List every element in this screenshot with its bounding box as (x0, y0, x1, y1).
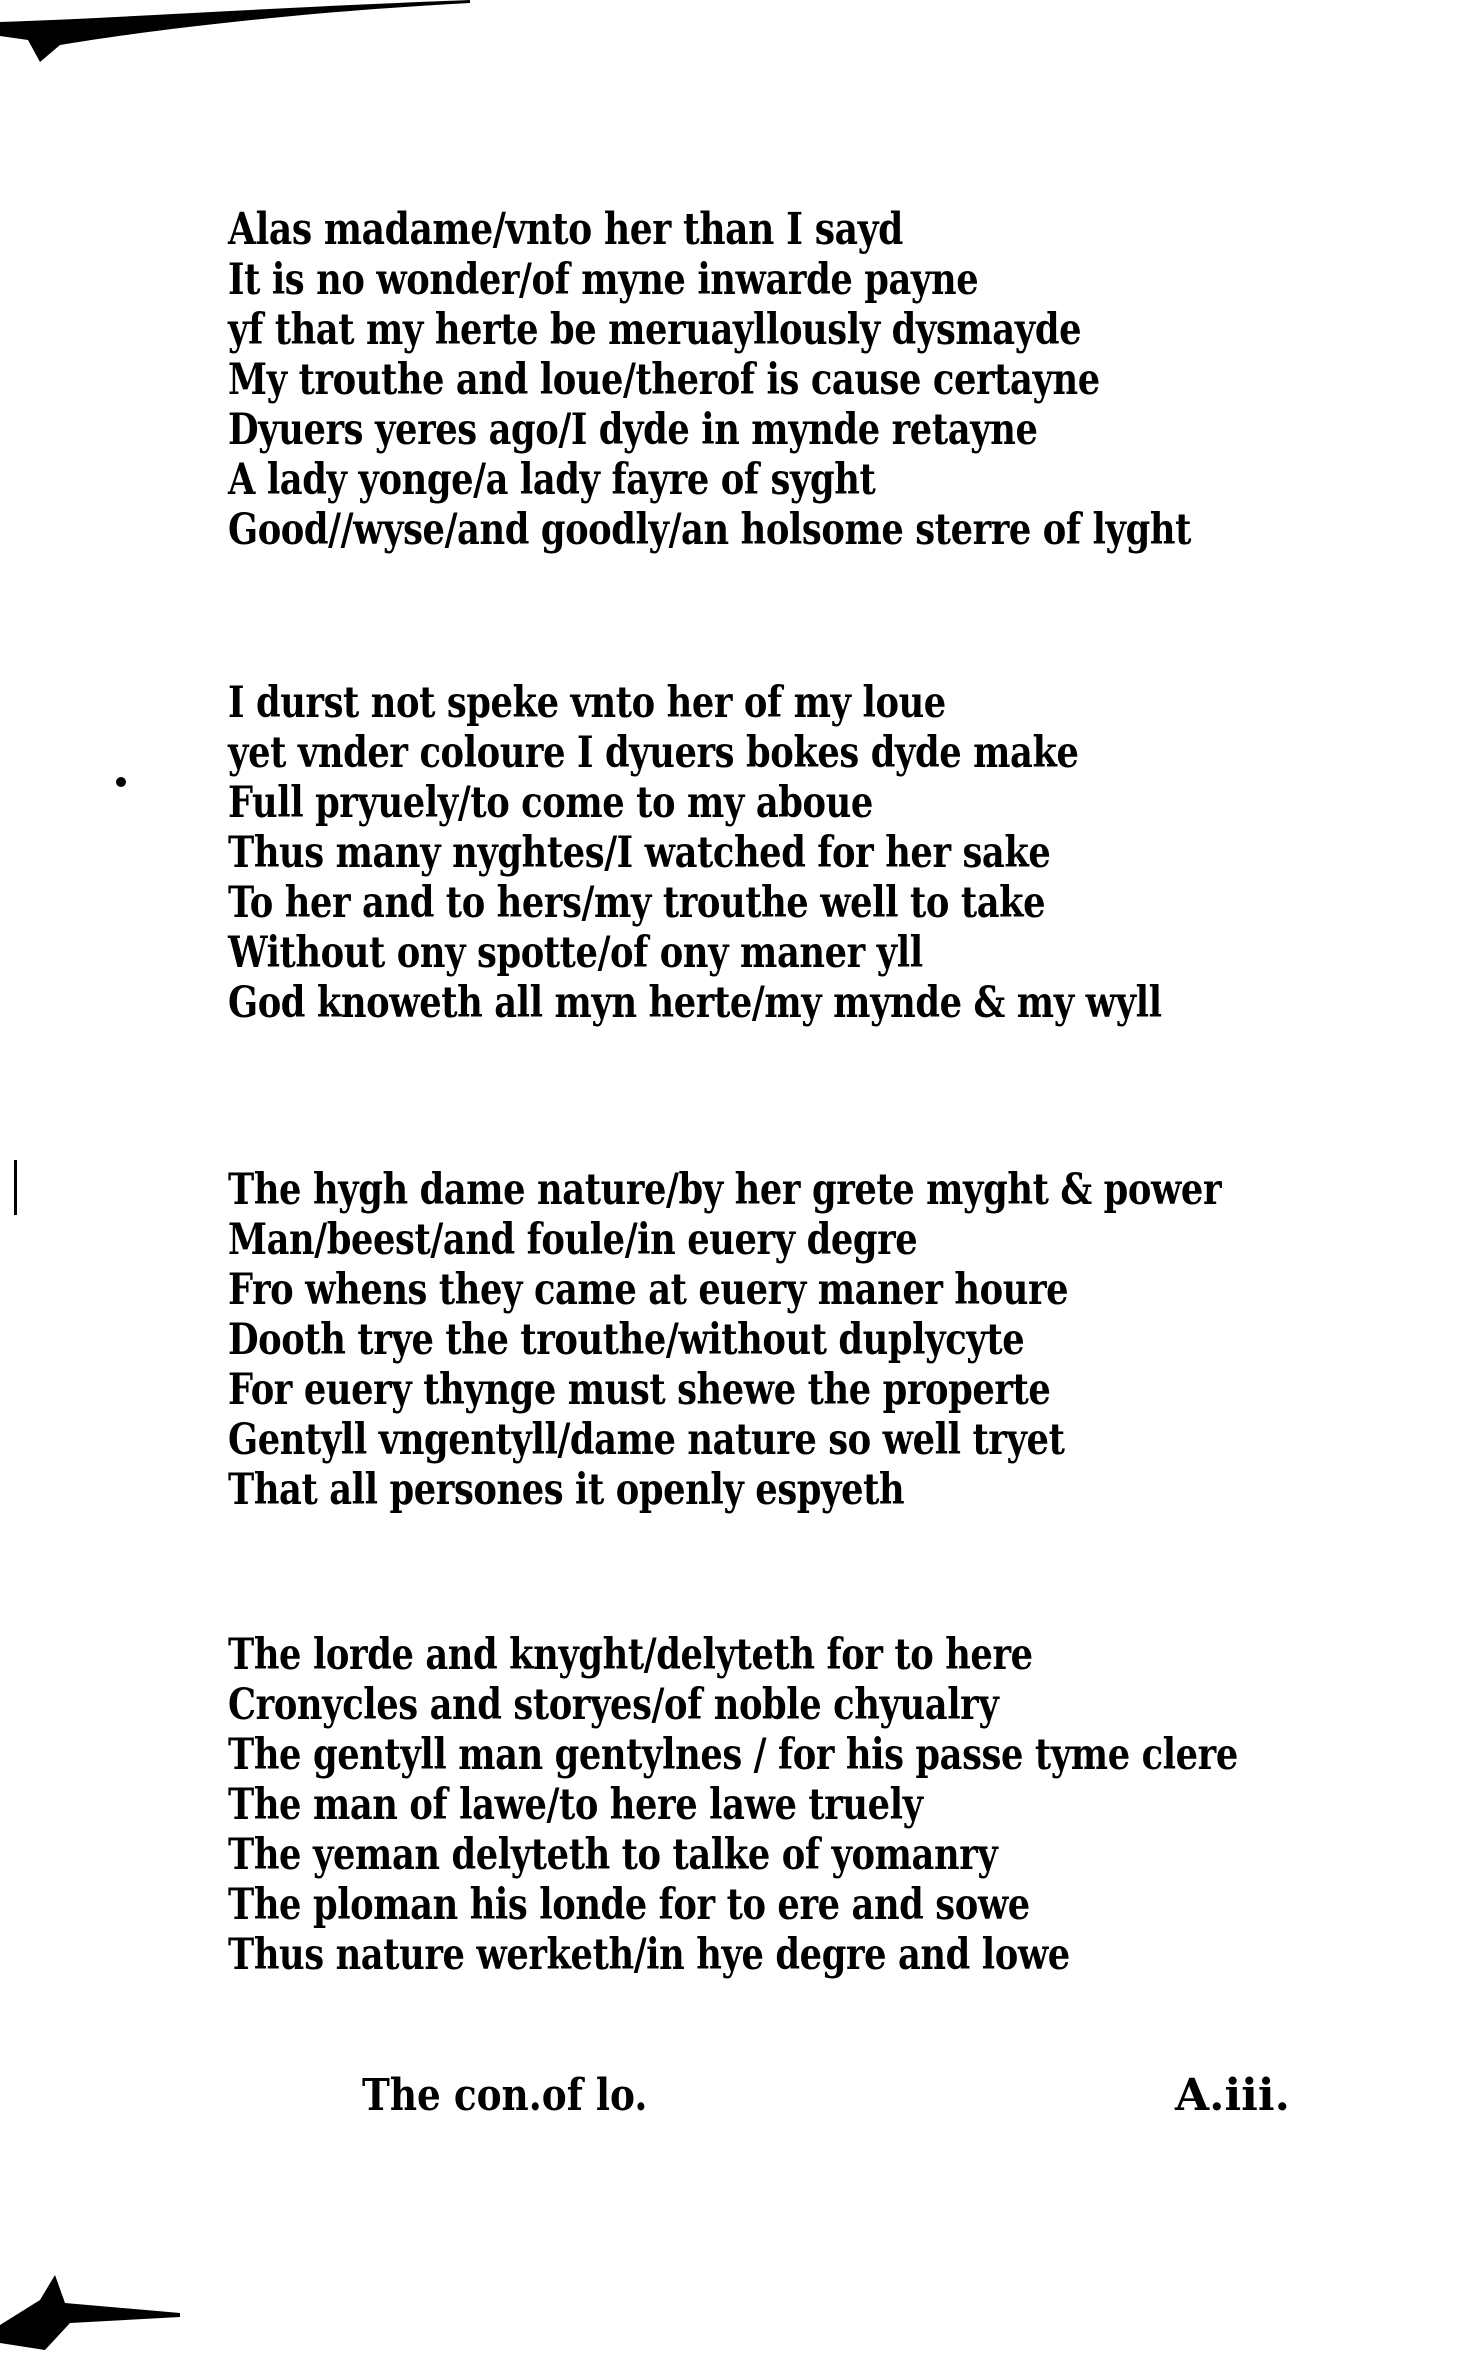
stray-bar-mark (14, 1160, 17, 1215)
verse-line: Man/beest/and foule/in euery degre (228, 1215, 918, 1265)
verse-line: To her and to hers/my trouthe well to take (228, 878, 1046, 928)
verse-line: yf that my herte be meruayllously dysmayde (228, 305, 1082, 355)
verse-line: Good//wyse/and goodly/an holsome sterre of lyght (228, 505, 1191, 555)
verse-line: I durst not speke vnto her of my loue (228, 678, 946, 728)
verse-line: Dyuers yeres ago/I dyde in mynde retayne (228, 405, 1038, 455)
page-edge-mark-top (0, 0, 470, 70)
page-footer (0, 2068, 1471, 2123)
verse-line: Cronycles and storyes/of noble chyualry (228, 1680, 999, 1730)
verse-line: Thus nature werketh/in hye degre and lowe (228, 1930, 1070, 1980)
verse-line: A lady yonge/a lady fayre of syght (228, 455, 876, 505)
verse-line: Dooth trye the trouthe/without duplycyte (228, 1315, 1025, 1365)
catchword: The con.of lo. (362, 2070, 648, 2121)
verse-line: My trouthe and loue/therof is cause certayne (228, 355, 1100, 405)
verse-line: Full pryuely/to come to my aboue (228, 778, 873, 828)
page-edge-mark-bottom (0, 2255, 180, 2360)
verse-line: Without ony spotte/of ony maner yll (228, 928, 923, 978)
stanza-3 (228, 1165, 1468, 1515)
stanza-1 (228, 205, 1468, 555)
verse-line: That all persones it openly espyeth (228, 1465, 905, 1515)
verse-line: God knoweth all myn herte/my mynde & my wyll (228, 978, 1162, 1028)
verse-line: The gentyll man gentylnes / for his passe tyme clere (228, 1730, 1238, 1780)
stray-dot-mark (116, 777, 126, 787)
verse-line: The man of lawe/to here lawe truely (228, 1780, 923, 1830)
stanza-4 (228, 1630, 1468, 1980)
verse-line: The ploman his londe for to ere and sowe (228, 1880, 1030, 1930)
verse-line: yet vnder coloure I dyuers bokes dyde make (228, 728, 1079, 778)
verse-line: For euery thynge must shewe the properte (228, 1365, 1051, 1415)
signature-mark: A.iii. (1175, 2070, 1290, 2121)
stanza-2 (228, 678, 1468, 1028)
verse-line: Alas madame/vnto her than I sayd (228, 204, 903, 255)
verse-line: The yeman delyteth to talke of yomanry (228, 1830, 998, 1880)
verse-line: It is no wonder/of myne inwarde payne (228, 255, 979, 305)
verse-line: Thus many nyghtes/I watched for her sake (228, 828, 1051, 878)
verse-line: Gentyll vngentyll/dame nature so well tryet (228, 1415, 1065, 1465)
verse-line: The lorde and knyght/delyteth for to here (228, 1630, 1033, 1680)
verse-line: The hygh dame nature/by her grete myght & power (228, 1165, 1222, 1215)
verse-line: Fro whens they came at euery maner houre (228, 1265, 1069, 1315)
